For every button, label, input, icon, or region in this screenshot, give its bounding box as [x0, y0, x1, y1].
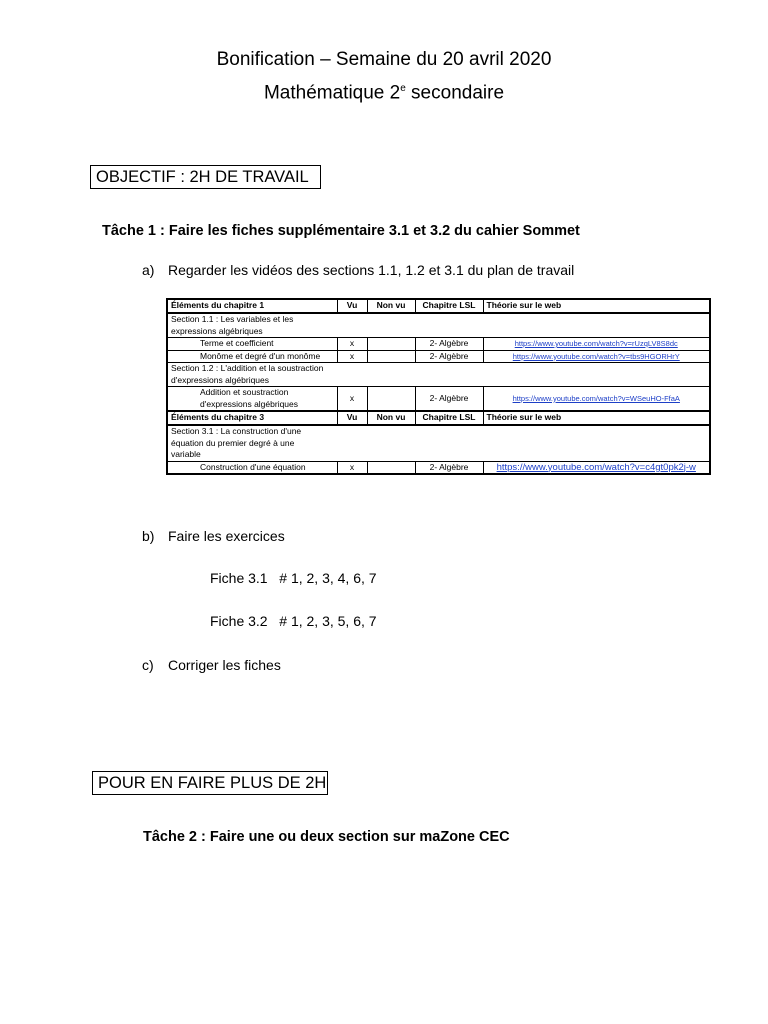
table-section-row: Section 1.1 : Les variables et les expressions algébriques: [167, 313, 710, 338]
more-label: POUR EN FAIRE PLUS DE 2H: [98, 774, 327, 792]
objective-label: OBJECTIF : 2H DE TRAVAIL: [96, 168, 309, 186]
table-row: Monôme et degré d'un monôme x 2- Algèbre https://www.youtube.com/watch?v=tbs9HGORHrY: [167, 350, 710, 363]
table-row: Terme et coefficient x 2- Algèbre https://www.youtube.com/watch?v=rUzqLV8S8dc: [167, 338, 710, 351]
table-row: Construction d'une équation x 2- Algèbre https://www.youtube.com/watch?v=c4gt0pk2j-w: [167, 461, 710, 474]
video-link[interactable]: https://www.youtube.com/watch?v=tbs9HGORHrY: [512, 351, 680, 361]
table-row: Addition et soustraction d'expressions algébriques x 2- Algèbre https://www.youtube.com/watch?v=WSeuHO-FfaA: [167, 387, 710, 412]
chapter-table: [166, 298, 711, 475]
list-item-b: b) Faire les exercices: [142, 528, 285, 544]
video-link[interactable]: https://www.youtube.com/watch?v=WSeuHO-FfaA: [512, 393, 680, 403]
table-header-ch3: Éléments du chapitre 3 Vu Non vu Chapitre LSL Théorie sur le web: [167, 411, 710, 425]
title-line-1: Bonification – Semaine du 20 avril 2020: [216, 49, 552, 70]
page-title: [0, 46, 768, 74]
exercise-line: Fiche 3.1 # 1, 2, 3, 4, 6, 7: [210, 570, 377, 586]
table-section-row: Section 3.1 : La construction d'une équation du premier degré à une variable: [167, 425, 710, 461]
list-item-a: a) Regarder les vidéos des sections 1.1, 1.2 et 3.1 du plan de travail: [142, 262, 575, 278]
video-link[interactable]: https://www.youtube.com/watch?v=c4gt0pk2j-w: [496, 461, 696, 473]
table-section-row: Section 1.2 : L'addition et la soustraction d'expressions algébriques: [167, 363, 710, 387]
objective-box: [90, 165, 321, 189]
list-item-c: c) Corriger les fiches: [142, 657, 281, 673]
video-link[interactable]: https://www.youtube.com/watch?v=rUzqLV8S8dc: [514, 339, 678, 348]
task2-title: Tâche 2 : Faire une ou deux section sur maZone CEC: [143, 829, 510, 845]
exercise-line: Fiche 3.2 # 1, 2, 3, 5, 6, 7: [210, 613, 377, 629]
page-subtitle: Mathématique 2e secondaire: [263, 82, 505, 104]
task1-title: Tâche 1 : Faire les fiches supplémentaire 3.1 et 3.2 du cahier Sommet: [102, 223, 580, 239]
more-box: [92, 771, 328, 795]
table-header-ch1: Éléments du chapitre 1 Vu Non vu Chapitre LSL Théorie sur le web: [167, 299, 710, 313]
